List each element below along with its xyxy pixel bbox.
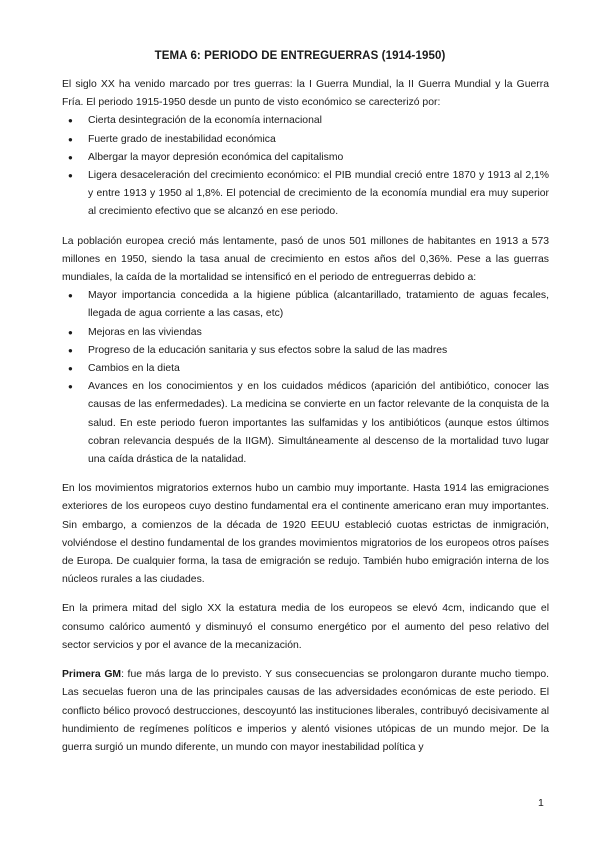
features-list — [62, 112, 549, 221]
list-item: ● Progreso de la educación sanitaria y sus efectos sobre la salud de las madres — [62, 342, 549, 360]
list-item: ● Fuerte grado de inestabilidad económica — [62, 131, 549, 149]
intro-paragraph: El siglo XX ha venido marcado por tres guerras: la I Guerra Mundial, la II Guerra Mundial y la Guerra Fría. El periodo 1915-1950 desde un punto de visto económico se carecterizó por: — [62, 79, 549, 109]
document-body — [62, 76, 549, 757]
list-item: ● Mayor importancia concedida a la higiene pública (alcantarillado, tratamiento de aguas fecales, llegada de agua corriente a las casas, etc) — [62, 287, 549, 323]
list-item: ● Albergar la mayor depresión económica del capitalismo — [62, 149, 549, 167]
wwi-text: : fue más larga de lo previsto. Y sus consecuencias se prolongaron durante mucho tiempo. Las secuelas fueron una de las principales causas de las adversidades económicas de este periodo. El conflicto bélico provocó destrucciones, descoyuntó las instituciones liberales, contribuyó decisivamente al hundimiento de regímenes políticos e imperios y alentó visiones utópicas de un mundo mejor. De la guerra surgió un mundo diferente, un mundo con mayor inestabilidad política y — [62, 669, 550, 753]
wwi-paragraph — [62, 666, 549, 757]
page-number: 1 — [538, 797, 544, 809]
list-item: ● Cierta desintegración de la economía internacional — [62, 112, 549, 130]
list-item: ● Mejoras en las viviendas — [62, 324, 549, 342]
wwi-label: Primera GM — [62, 669, 122, 681]
population-paragraph: La población europea creció más lentamente, pasó de unos 501 millones de habitantes en 1913 a 573 millones en 1950, siendo la tasa anual de crecimiento en estos años del 0,36%. Pese a las guerras mundiales, la caída de la mortalidad se intensificó en el periodo de entreguerras debido a: — [62, 235, 549, 284]
list-item: ● Avances en los conocimientos y en los cuidados médicos (aparición del antibiótico, conocer las causas de las enfermedades). La medicina se convierte en un factor relevante de la conquista de la salud. En este periodo fueron importantes las sulfamidas y los antibióticos (aunque estos últimos cobran relevancia después de la IIGM). Simultáneamente al descenso de la mortalidad tuvo lugar una caída drástica de la natalidad. — [62, 378, 549, 469]
mortality-causes-list — [62, 287, 549, 469]
migration-paragraph: En los movimientos migratorios externos hubo un cambio muy importante. Hasta 1914 las emigraciones exteriores de los europeos cuyo destino fundamental era el continente americano eran muy importantes. Sin embargo, a comienzos de la década de 1920 EEUU estableció cuotas estrictas de inmigración, volviéndose el destino fundamental de los grandes movimientos migratorios de los europeos otros países de Europa. De cualquier forma, la tasa de emigración se redujo. También hubo emigración interna de los núcleos rurales a las ciudades. — [62, 483, 549, 586]
document-title: TEMA 6: PERIODO DE ENTREGUERRAS (1914-1950) — [154, 50, 446, 62]
stature-paragraph: En la primera mitad del siglo XX la estatura media de los europeos se elevó 4cm, indicando que el consumo calórico aumentó y disminuyó el consumo energético por el aumento del peso relativo del sector servicios y por el avance de la mecanización. — [62, 603, 549, 651]
list-item: ● Cambios en la dieta — [62, 360, 549, 378]
list-item: ● Ligera desaceleración del crecimiento económico: el PIB mundial creció entre 1870 y 1913 al 2,1% y entre 1913 y 1950 al 1,8%. El potencial de crecimiento de la economía mundial era muy superior al crecimiento efectivo que se alcanzó en ese periodo. — [62, 167, 549, 222]
